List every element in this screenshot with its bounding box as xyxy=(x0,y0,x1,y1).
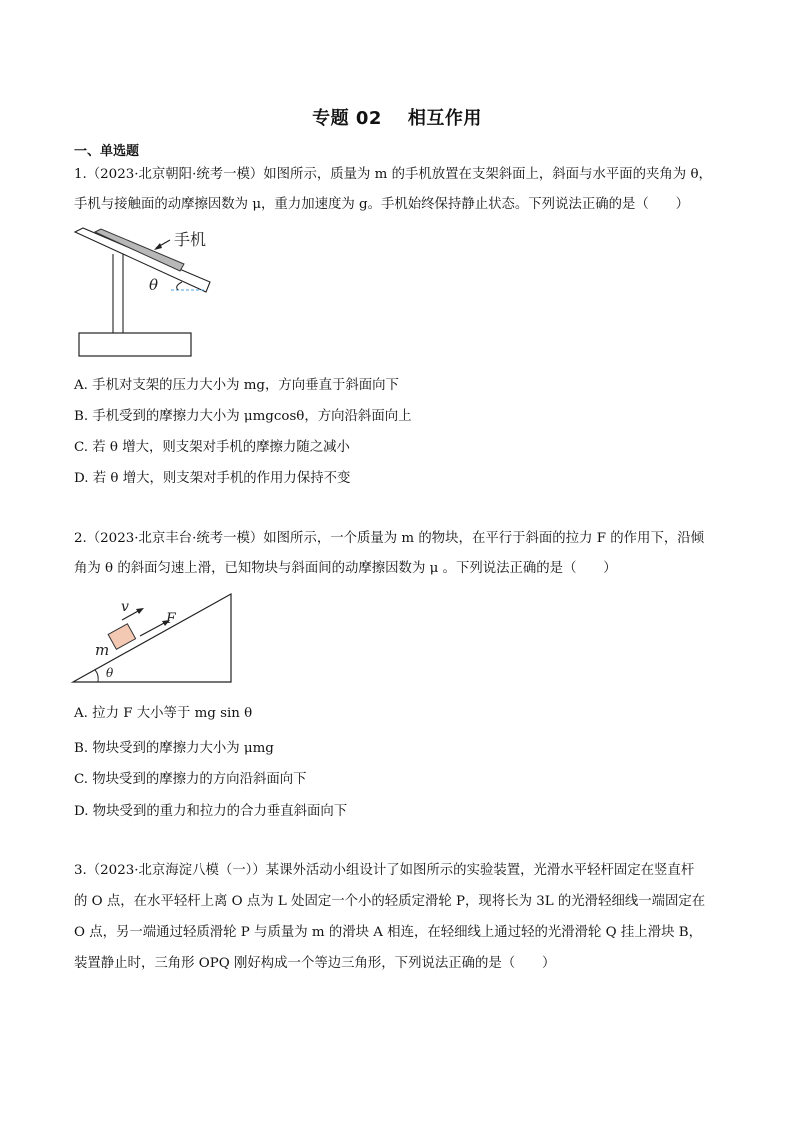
q1-stem-line-2: 手机与接触面的动摩擦因数为 μ，重力加速度为 g。手机始终保持静止状态。下列说法正确的是（ ） xyxy=(74,197,689,212)
q1-option-b[interactable]: B. 手机受到的摩擦力大小为 μmgcosθ，方向沿斜面向上 xyxy=(74,409,412,424)
q2-stem-line-2: 角为 θ 的斜面匀速上滑，已知物块与斜面间的动摩擦因数为 μ 。下列说法正确的是（ ） xyxy=(74,561,617,576)
label-theta: θ xyxy=(149,276,159,294)
q2-stem-line-1: 2.（2023·北京丰台·统考一模）如图所示，一个质量为 m 的物块，在平行于斜面的拉力 F 的作用下，沿倾 xyxy=(74,531,705,546)
q2-option-d[interactable]: D. 物块受到的重力和拉力的合力垂直斜面向下 xyxy=(74,804,348,819)
q1-stem-line-1: 1.（2023·北京朝阳·统考一模）如图所示，质量为 m 的手机放置在支架斜面上，斜面与水平面的夹角为 θ， xyxy=(74,167,712,182)
block-m xyxy=(108,624,135,650)
phone-pointer-head xyxy=(154,243,162,250)
stand-base xyxy=(79,333,191,356)
label-theta: θ xyxy=(106,666,114,680)
label-F: F xyxy=(166,611,176,627)
q1-option-c[interactable]: C. 若 θ 增大，则支架对手机的摩擦力随之减小 xyxy=(74,440,350,455)
q1-option-d[interactable]: D. 若 θ 增大，则支架对手机的作用力保持不变 xyxy=(74,471,351,486)
section-heading: 一、单选题 xyxy=(74,144,140,159)
q1-figure-phone-stand xyxy=(70,226,220,362)
page-title xyxy=(0,104,794,130)
q1-option-a[interactable]: A. 手机对支架的压力大小为 mg，方向垂直于斜面向下 xyxy=(74,378,399,393)
angle-arc xyxy=(95,670,98,682)
q3-stem-line-4: 装置静止时，三角形 OPQ 刚好构成一个等边三角形，下列说法正确的是（ ） xyxy=(74,956,556,971)
phone-body xyxy=(95,229,184,271)
q2-figure-incline xyxy=(70,592,240,686)
q2-option-b[interactable]: B. 物块受到的摩擦力大小为 μmg xyxy=(74,741,274,756)
label-v: v xyxy=(121,599,129,615)
q3-stem-line-3: O 点，另一端通过轻质滑轮 P 与质量为 m 的滑块 A 相连，在轻细线上通过轻的光滑滑轮 Q 挂上滑块 B， xyxy=(74,925,702,940)
label-phone: 手机 xyxy=(174,230,207,249)
incline-triangle xyxy=(73,594,231,682)
q3-stem-line-2: 的 O 点，在水平轻杆上离 O 点为 L 处固定一个小的轻质定滑轮 P，现将长为 3L 的光滑轻细线一端固定在 xyxy=(74,894,706,909)
q3-stem-line-1: 3.（2023·北京海淀八模（一））某课外活动小组设计了如图所示的实验装置，光滑水平轻杆固定在竖直杆 xyxy=(74,863,695,878)
title-part-1: 专题 02 xyxy=(312,108,382,129)
title-part-2: 相互作用 xyxy=(407,108,482,129)
angle-arc xyxy=(177,282,182,290)
force-F-arrow xyxy=(140,622,166,636)
q2-option-a[interactable]: A. 拉力 F 大小等于 mg sin θ xyxy=(74,706,253,721)
label-m: m xyxy=(95,641,110,659)
q2-option-c[interactable]: C. 物块受到的摩擦力的方向沿斜面向下 xyxy=(74,772,307,787)
